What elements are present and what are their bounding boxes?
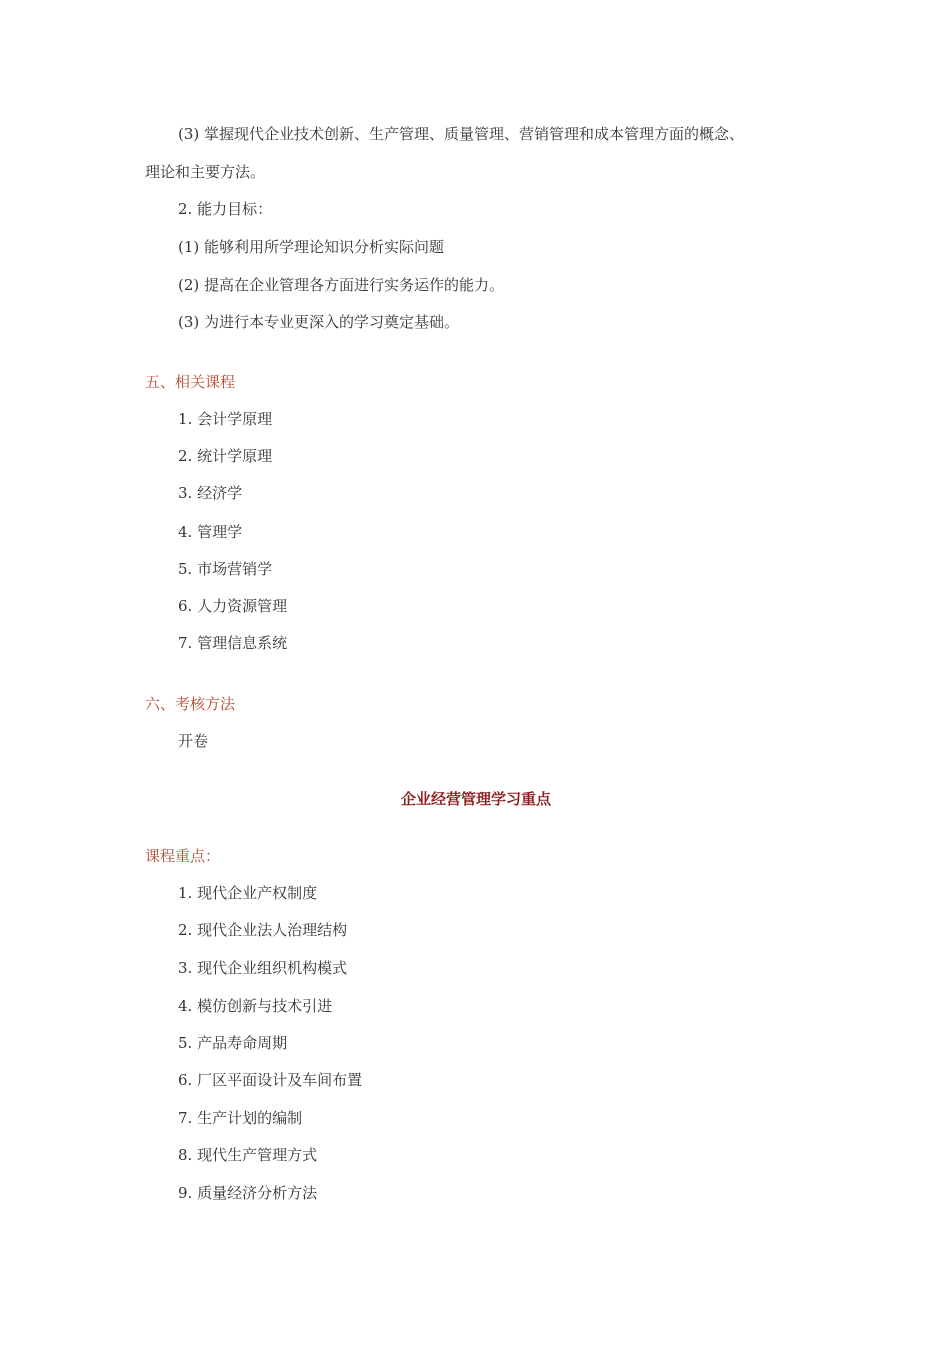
course-item-7: 7. 管理信息系统 <box>178 634 288 652</box>
key-point-item-3: 3. 现代企业组织机构模式 <box>178 959 348 977</box>
course-item-6: 6. 人力资源管理 <box>178 597 288 615</box>
ability-item-1: (1) 能够利用所学理论知识分析实际问题 <box>178 238 445 256</box>
course-item-2: 2. 统计学原理 <box>178 447 273 465</box>
key-point-item-1: 1. 现代企业产权制度 <box>178 884 318 902</box>
ability-item-2: (2) 提高在企业管理各方面进行实务运作的能力。 <box>178 276 505 294</box>
assessment-heading: 六、考核方法 <box>145 695 236 713</box>
ability-item-3: (3) 为进行本专业更深入的学习奠定基础。 <box>178 313 460 331</box>
course-item-3: 3. 经济学 <box>178 484 243 502</box>
objective-item-3-line2: 理论和主要方法。 <box>145 163 266 181</box>
key-points-heading: 课程重点： <box>145 847 221 865</box>
course-item-1: 1. 会计学原理 <box>178 410 273 428</box>
assessment-value: 开卷 <box>178 732 209 750</box>
key-point-item-4: 4. 模仿创新与技术引进 <box>178 997 333 1015</box>
key-point-item-7: 7. 生产计划的编制 <box>178 1109 303 1127</box>
key-point-item-9: 9. 质量经济分析方法 <box>178 1184 318 1202</box>
key-point-item-8: 8. 现代生产管理方式 <box>178 1146 318 1164</box>
key-point-item-5: 5. 产品寿命周期 <box>178 1034 288 1052</box>
page-title: 企业经营管理学习重点 <box>400 790 551 808</box>
course-item-4: 4. 管理学 <box>178 523 243 541</box>
ability-heading: 2. 能力目标： <box>178 200 273 218</box>
course-item-5: 5. 市场营销学 <box>178 560 273 578</box>
related-courses-heading: 五、相关课程 <box>145 373 236 391</box>
key-point-item-6: 6. 厂区平面设计及车间布置 <box>178 1071 363 1089</box>
objective-item-3-line1: (3) 掌握现代企业技术创新、生产管理、质量管理、营销管理和成本管理方面的概念、 <box>178 125 745 143</box>
key-point-item-2: 2. 现代企业法人治理结构 <box>178 921 348 939</box>
